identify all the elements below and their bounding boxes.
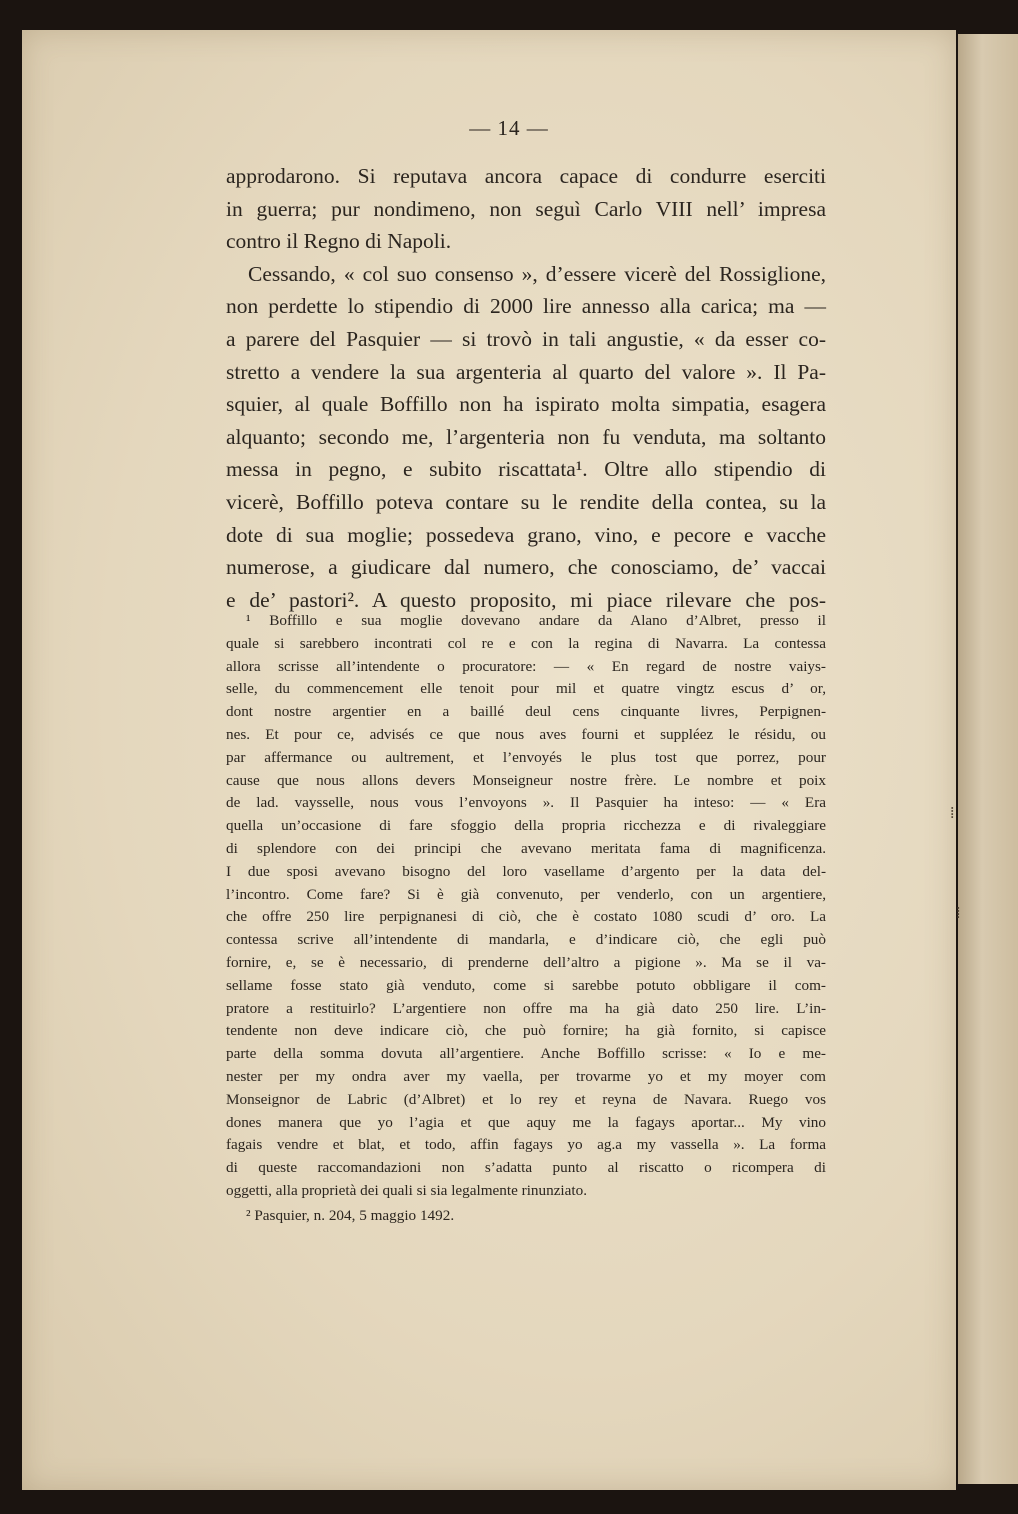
main-text — [226, 160, 826, 616]
footnote-line: pratore a restituirlo? L’argentiere non offre ma ha già dato 250 lire. L’in- — [226, 999, 826, 1017]
footnote-line: nes. Et pour ce, advisés ce que nous aves fourni et suppléez le résidu, ou — [226, 725, 826, 743]
body-line: vicerè, Boffillo poteva contare su le rendite della contea, su la — [226, 489, 826, 514]
footnote-line: l’incontro. Come fare? Si è già convenuto, per venderlo, con un argentiere, — [226, 885, 826, 903]
footnote-line: ² Pasquier, n. 204, 5 maggio 1492. — [246, 1206, 455, 1224]
footnote-line: dones manera que yo l’agia et que aquy me la fagays aportar... My vino — [226, 1113, 826, 1131]
body-line: e de’ pastori². A questo proposito, mi piace rilevare che pos- — [226, 587, 826, 612]
footnote-line: selle, du commencement elle tenoit pour mil et quatre vingtz escus d’ or, — [226, 680, 826, 698]
footnote-line: Monseignor de Labric (d’Albret) et lo rey et reyna de Navara. Ruego vos — [226, 1090, 826, 1108]
footnote-2 — [226, 1205, 826, 1228]
footnote-line: oggetti, alla proprietà dei quali si sia legalmente rinunziato. — [226, 1181, 588, 1199]
footnote-line: dont nostre argentier en a baillé deul cens cinquante livres, Perpignen- — [226, 703, 826, 721]
footnotes — [226, 610, 826, 1228]
body-line: Cessando, « col suo consenso », d’essere vicerè del Rossiglione, — [248, 261, 826, 286]
footnote-line: quale si sarebbero incontrati col re e con la regina di Navarra. La contessa — [226, 634, 826, 652]
footnote-line: di splendore con dei principi che avevano meritata fama di magnificenza. — [226, 839, 826, 857]
body-line: dote di sua moglie; possedeva grano, vino, e pecore e vacche — [226, 522, 826, 547]
page-number: — 14 — — [469, 116, 549, 140]
margin-mark: ⁞ — [956, 905, 961, 922]
footnote-line: nester per my ondra aver my vaella, per trovarme yo et my moyer com — [226, 1067, 826, 1085]
footnote-line: quella un’occasione di fare sfoggio della propria ricchezza e di rivaleggiare — [226, 817, 826, 835]
footnote-line: parte della somma dovuta all’argentiere. Anche Boffillo scrisse: « Io e me- — [226, 1045, 826, 1063]
body-line: in guerra; pur nondimeno, non seguì Carlo VIII nell’ impresa — [226, 196, 826, 221]
footnote-line: I due sposi avevano bisogno del loro vasellame d’argento per la data del- — [226, 862, 826, 880]
body-line: numerose, a giudicare dal numero, che conosciamo, de’ vaccai — [226, 555, 826, 580]
footnote-line: sellame fosse stato già venduto, come si sarebbe potuto obbligare il com- — [226, 976, 826, 994]
body-line: non perdette lo stipendio di 2000 lire annesso alla carica; ma — — [226, 294, 826, 319]
body-line: messa in pegno, e subito riscattata¹. Oltre allo stipendio di — [226, 457, 826, 482]
body-line: contro il Regno di Napoli. — [226, 229, 452, 254]
footnote-line: cause que nous allons devers Monseigneur nostre frère. Le nombre et poix — [226, 771, 826, 789]
body-line: stretto a vendere la sua argenteria al quarto del valore ». Il Pa- — [226, 359, 826, 384]
footnote-line: fornire, e, se è necessario, di prenderne dell’altro a pigione ». Ma se il va- — [226, 953, 826, 971]
body-line: squier, al quale Boffillo non ha ispirato molta simpatia, esagera — [226, 392, 826, 417]
footnote-1 — [226, 610, 826, 1203]
footnote-line: di queste raccomandazioni non s’adatta punto al riscatto o ricompera di — [226, 1159, 826, 1177]
body-line: a parere del Pasquier — si trovò in tali angustie, « da esser co- — [226, 326, 826, 351]
footnote-line: contessa scrive all’intendente di mandarla, e d’indicare ciò, che egli può — [226, 931, 826, 949]
footnote-line: par affermance ou aultrement, et l’envoyés le plus tost que porrez, pour — [226, 748, 826, 766]
footnote-line: de lad. vaysselle, nous vous l’envoyons ». Il Pasquier ha inteso: — « Era — [226, 794, 826, 812]
footnote-line: allora scrisse all’intendente o procuratore: — « En regard de nostre vaiys- — [226, 657, 826, 675]
body-line: approdarono. Si reputava ancora capace di condurre eserciti — [226, 164, 826, 188]
footnote-line: ¹ Boffillo e sua moglie dovevano andare da Alano d’Albret, presso il — [246, 612, 826, 629]
adjacent-page-edge — [958, 34, 1018, 1484]
footnote-line: che offre 250 lire perpignanesi di ciò, che è costato 1080 scudi d’ oro. La — [226, 908, 826, 926]
footnote-line: fagais vendre et blat, et todo, affin fagays yo ag.a my vassella ». La forma — [226, 1136, 826, 1154]
body-line: alquanto; secondo me, l’argenteria non fu venduta, ma soltanto — [226, 424, 826, 449]
margin-mark: ⁞ — [950, 805, 955, 822]
footnote-line: tendente non deve indicare ciò, che può fornire; ha già fornito, si capisce — [226, 1022, 826, 1040]
